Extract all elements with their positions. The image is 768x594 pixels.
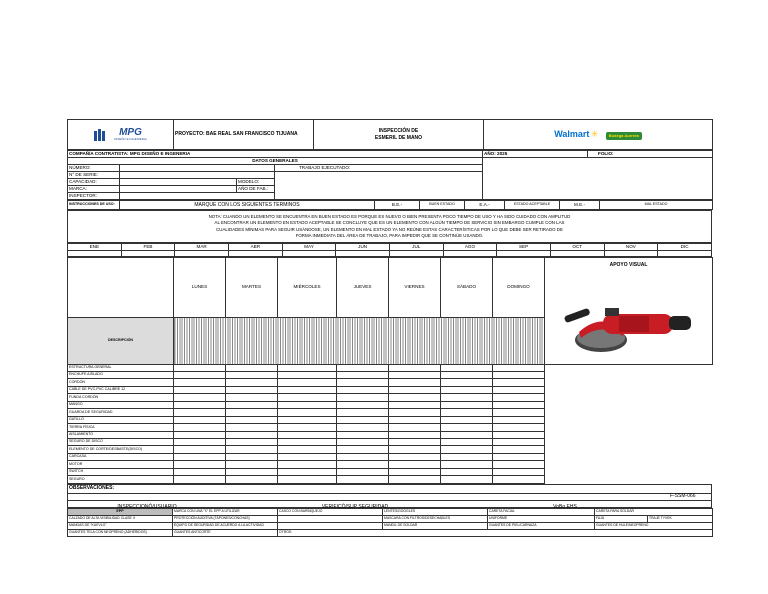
epp-careta-soldar[interactable]: CARETA PARA SOLDAR xyxy=(595,508,713,515)
observaciones-label: OBSERVACIONES: xyxy=(68,484,712,493)
checklist-cell[interactable] xyxy=(337,364,389,371)
checklist-cell[interactable] xyxy=(278,461,337,468)
trabajo-field[interactable] xyxy=(275,172,483,200)
note-text xyxy=(68,211,712,243)
checklist-row xyxy=(68,401,713,408)
checklist-cell[interactable] xyxy=(278,438,337,445)
checklist-cell[interactable] xyxy=(174,386,226,393)
checklist-cell[interactable] xyxy=(389,416,441,423)
month-dic: DIC xyxy=(658,244,712,251)
checklist-cell[interactable] xyxy=(389,453,441,460)
epp-blank xyxy=(278,522,383,529)
checklist-cell[interactable] xyxy=(337,453,389,460)
logo-text: MPG xyxy=(119,127,142,138)
checklist-cell[interactable] xyxy=(441,386,493,393)
modelo-label: MODELO: xyxy=(237,179,275,186)
checklist-cell[interactable] xyxy=(441,476,493,483)
checklist-cell[interactable] xyxy=(278,379,337,386)
checklist-cell[interactable] xyxy=(278,364,337,371)
checklist-cell[interactable] xyxy=(226,461,278,468)
epp-label: EPP xyxy=(68,508,173,515)
walmart-spark-icon: ✳ xyxy=(590,128,599,139)
epp-otros[interactable]: OTROS: xyxy=(278,529,713,536)
visual-aid-title: APOYO VISUAL xyxy=(609,262,648,268)
checklist-item-label: FUNDA CORDÓN xyxy=(68,394,174,401)
checklist-row xyxy=(68,364,713,371)
month-may: MAY xyxy=(282,244,336,251)
checklist-cell[interactable] xyxy=(337,431,389,438)
month-mar: MAR xyxy=(175,244,229,251)
month-sep: SEP xyxy=(497,244,551,251)
walmart-logo: Walmart xyxy=(554,128,590,139)
checklist-cell[interactable] xyxy=(493,416,545,423)
checklist-cell[interactable] xyxy=(278,372,337,379)
checklist-cell[interactable] xyxy=(226,409,278,416)
company-logo xyxy=(68,120,174,150)
bodega-aurrera-logo: Bodega Aurrera xyxy=(606,132,642,140)
checklist-cell[interactable] xyxy=(174,394,226,401)
checklist-cell[interactable] xyxy=(278,401,337,408)
epp-uniforme[interactable]: UNIFORME xyxy=(488,515,595,522)
code-be-desc: BUEN ESTADO xyxy=(420,201,465,210)
epp-lentes[interactable]: LENTES/GOGGLES xyxy=(383,508,488,515)
checklist-cell[interactable] xyxy=(337,446,389,453)
checklist-cell[interactable] xyxy=(278,453,337,460)
checklist-row xyxy=(68,372,713,379)
checklist-cell[interactable] xyxy=(174,431,226,438)
checklist-cell[interactable] xyxy=(389,438,441,445)
day-martes: MARTES xyxy=(226,258,278,318)
checklist-row xyxy=(68,438,713,445)
checklist-item-label: GATILLO xyxy=(68,416,174,423)
inspector-label: INSPECTOR: xyxy=(68,193,120,200)
epp-guantes-hule[interactable]: GUANTES DE HULE/NEOPRENO xyxy=(595,522,713,529)
client-logos xyxy=(484,120,713,150)
folio: FOLIO: xyxy=(588,151,713,158)
checklist-cell[interactable] xyxy=(493,431,545,438)
checklist-cell[interactable] xyxy=(337,461,389,468)
checklist-cell[interactable] xyxy=(441,372,493,379)
checklist-item-label: CORDÓN xyxy=(68,379,174,386)
code-be: B.E.- xyxy=(375,201,420,210)
checklist-cell[interactable] xyxy=(493,386,545,393)
checklist-cell[interactable] xyxy=(493,424,545,431)
checklist-cell[interactable] xyxy=(226,446,278,453)
checklist-cell[interactable] xyxy=(389,468,441,475)
month-ene: ENE xyxy=(68,244,122,251)
checklist-cell[interactable] xyxy=(389,364,441,371)
checklist-cell[interactable] xyxy=(389,446,441,453)
checklist-cell[interactable] xyxy=(278,431,337,438)
checklist-cell[interactable] xyxy=(337,409,389,416)
checklist-cell[interactable] xyxy=(493,372,545,379)
checklist-cell[interactable] xyxy=(174,453,226,460)
month-cell[interactable] xyxy=(175,251,229,257)
form-header xyxy=(67,119,713,150)
instructions xyxy=(67,200,713,210)
checklist-cell[interactable] xyxy=(493,394,545,401)
day-jueves: JUEVES xyxy=(337,258,389,318)
checklist-cell[interactable] xyxy=(174,468,226,475)
trabajo-label: TRABAJO EJECUTADO: xyxy=(275,165,483,172)
epp-guantes-piel[interactable]: GUANTES DE PIEL/CARNAZA xyxy=(488,522,595,529)
serie-field[interactable] xyxy=(120,172,275,179)
day-miercoles: MIÉRCOLES xyxy=(278,258,337,318)
epp-guantes-tela[interactable]: GUANTES TELA CON NEOPRENO (ADHERIDOS) xyxy=(68,529,173,536)
checklist-cell[interactable] xyxy=(226,364,278,371)
checklist-cell[interactable] xyxy=(226,394,278,401)
month-abr: ABR xyxy=(228,244,282,251)
year: AÑO: 2025 xyxy=(483,151,588,158)
checklist-cell[interactable] xyxy=(493,453,545,460)
month-ago: AGO xyxy=(443,244,497,251)
checklist-cell[interactable] xyxy=(389,424,441,431)
checklist-item-label: CARCASA xyxy=(68,453,174,460)
checklist-cell[interactable] xyxy=(441,364,493,371)
title-line-2: ESMERIL DE MANO xyxy=(374,134,423,141)
checklist-row xyxy=(68,476,713,483)
checklist-cell[interactable] xyxy=(389,461,441,468)
epp-blank xyxy=(278,515,383,522)
checklist-cell[interactable] xyxy=(337,401,389,408)
numero-label: NÚMERO: xyxy=(68,165,120,172)
month-cell[interactable] xyxy=(550,251,604,257)
checklist-cell[interactable] xyxy=(174,461,226,468)
checklist-table xyxy=(67,257,713,484)
checklist-cell[interactable] xyxy=(174,416,226,423)
checklist-cell[interactable] xyxy=(278,386,337,393)
inspector-field[interactable] xyxy=(120,193,275,200)
month-cell[interactable] xyxy=(658,251,712,257)
month-feb: FEB xyxy=(121,244,175,251)
checklist-cell[interactable] xyxy=(174,438,226,445)
epp-auditiva[interactable]: PROTECCIÓN AUDITIVA (TAPONES/CONCHAS) xyxy=(173,515,278,522)
code-ea-desc: ESTADO ACEPTABLE xyxy=(505,201,560,210)
angle-grinder-image xyxy=(559,282,699,362)
checklist-row xyxy=(68,468,713,475)
epp-instruction: MARCA CON UNA "X" EL EPP A UTILIZAR xyxy=(173,508,278,515)
month-cell[interactable] xyxy=(389,251,443,257)
checklist-cell[interactable] xyxy=(389,476,441,483)
epp-mangas[interactable]: MANGAS DE "KUEVLO" xyxy=(68,522,173,529)
month-jul: JUL xyxy=(389,244,443,251)
month-nov: NOV xyxy=(604,244,658,251)
checklist-item-label: AISLAMIENTO xyxy=(68,431,174,438)
checklist-cell[interactable] xyxy=(337,416,389,423)
checklist-cell[interactable] xyxy=(441,446,493,453)
month-oct: OCT xyxy=(550,244,604,251)
checklist-cell[interactable] xyxy=(278,468,337,475)
checklist-row xyxy=(68,446,713,453)
serie-label: N° DE SERIE: xyxy=(68,172,120,179)
checklist-cell[interactable] xyxy=(226,416,278,423)
checklist-cell[interactable] xyxy=(389,409,441,416)
epp-mascara[interactable]: MASCARA CON FILTROS/DESECHABLES xyxy=(383,515,488,522)
checklist-cell[interactable] xyxy=(337,379,389,386)
checklist-cell[interactable] xyxy=(174,409,226,416)
checklist-cell[interactable] xyxy=(278,416,337,423)
checklist-item-label: CABLE DE PVC-PVC CALIBRE 12 xyxy=(68,386,174,393)
capacidad-label: CAPACIDAD: xyxy=(68,179,120,186)
checklist-cell[interactable] xyxy=(226,386,278,393)
checklist-row xyxy=(68,394,713,401)
visual-aid xyxy=(545,258,713,365)
checklist-cell[interactable] xyxy=(226,438,278,445)
checklist-row xyxy=(68,379,713,386)
checklist-cell[interactable] xyxy=(441,416,493,423)
marque-text: MARQUE CON LOS SIGUIENTES TERMINOS xyxy=(120,201,375,210)
epp-actividad[interactable]: EQUIPO DE SEGURIDAD DE ACUERDO A LA ACTIVIDAD xyxy=(173,522,278,529)
code-me: M.E.- xyxy=(560,201,600,210)
day-viernes: VIERNES xyxy=(389,258,441,318)
checklist-cell[interactable] xyxy=(174,424,226,431)
epp-careta-facial[interactable]: CARETA FACIAL xyxy=(488,508,595,515)
month-cell[interactable] xyxy=(228,251,282,257)
capacidad-field[interactable] xyxy=(120,179,237,186)
checklist-cell[interactable] xyxy=(278,424,337,431)
checklist-cell[interactable] xyxy=(337,468,389,475)
checklist-cell[interactable] xyxy=(278,394,337,401)
checklist-cell[interactable] xyxy=(337,372,389,379)
checklist-item-label: MOTOR xyxy=(68,461,174,468)
descripcion-header: DESCRIPCIÓN xyxy=(68,317,174,364)
checklist-item-label: TIERRA FÍSICA xyxy=(68,424,174,431)
datos-generales: DATOS GENERALES xyxy=(68,158,483,165)
checklist-item-label: SEGURO xyxy=(68,476,174,483)
checklist-corner xyxy=(68,258,174,318)
mpg-logo-icon xyxy=(94,129,112,141)
numero-field[interactable] xyxy=(120,165,275,172)
general-data xyxy=(67,150,713,200)
checklist-cell[interactable] xyxy=(226,476,278,483)
checklist-cell[interactable] xyxy=(174,401,226,408)
marca-label: MARCA: xyxy=(68,186,120,193)
checklist-item-label: GUARDA DE SEGURIDAD xyxy=(68,409,174,416)
checklist-cell[interactable] xyxy=(441,431,493,438)
month-cell[interactable] xyxy=(604,251,658,257)
checklist-cell[interactable] xyxy=(337,386,389,393)
checklist-cell[interactable] xyxy=(389,386,441,393)
checklist-cell[interactable] xyxy=(337,438,389,445)
checklist-cell[interactable] xyxy=(278,446,337,453)
checklist-cell[interactable] xyxy=(441,461,493,468)
inspection-form xyxy=(67,119,712,537)
checklist-row xyxy=(68,424,713,431)
checklist-cell[interactable] xyxy=(493,379,545,386)
checklist-cell[interactable] xyxy=(226,401,278,408)
checklist-row xyxy=(68,386,713,393)
checklist-cell[interactable] xyxy=(337,424,389,431)
checklist-row xyxy=(68,409,713,416)
marca-field[interactable] xyxy=(120,186,237,193)
checklist-cell[interactable] xyxy=(226,453,278,460)
day-domingo: DOMINGO xyxy=(493,258,545,318)
checklist-cell[interactable] xyxy=(174,379,226,386)
checklist-item-label: MANGO xyxy=(68,401,174,408)
checklist-item-label: ELEMENTO DE CORTE/DESBASTE(DISCO) xyxy=(68,446,174,453)
checklist-cell[interactable] xyxy=(493,401,545,408)
checklist-cell[interactable] xyxy=(493,476,545,483)
checklist-row xyxy=(68,431,713,438)
checklist-cell[interactable] xyxy=(226,372,278,379)
checklist-item-label: SEGURO DE DISCO xyxy=(68,438,174,445)
month-cell[interactable] xyxy=(497,251,551,257)
checklist-header-band xyxy=(174,317,545,364)
anio-fab-label: AÑO DE FAB.: xyxy=(237,186,275,193)
form-code: F-SSM-066 xyxy=(670,493,696,499)
checklist-cell[interactable] xyxy=(441,401,493,408)
checklist-row xyxy=(68,416,713,423)
checklist-cell[interactable] xyxy=(226,431,278,438)
month-cell[interactable] xyxy=(121,251,175,257)
checklist-cell[interactable] xyxy=(493,461,545,468)
epp-faja[interactable]: FAJA xyxy=(595,515,648,522)
checklist-row xyxy=(68,453,713,460)
checklist-row xyxy=(68,461,713,468)
checklist-cell[interactable] xyxy=(441,438,493,445)
day-sabado: SÁBADO xyxy=(441,258,493,318)
checklist-cell[interactable] xyxy=(226,424,278,431)
checklist-cell[interactable] xyxy=(174,476,226,483)
checklist-cell[interactable] xyxy=(174,372,226,379)
checklist-cell[interactable] xyxy=(174,364,226,371)
code-me-desc: MAL ESTADO xyxy=(600,201,713,210)
checklist-cell[interactable] xyxy=(226,468,278,475)
general-data-blank xyxy=(483,158,713,200)
epp-anticorte[interactable]: GUANTES ANTICORTE xyxy=(173,529,278,536)
checklist-cell[interactable] xyxy=(441,394,493,401)
checklist-cell[interactable] xyxy=(493,468,545,475)
checklist-cell[interactable] xyxy=(389,379,441,386)
signature-inspecciono[interactable]: INSPECCIONÓ/USUARIO xyxy=(68,500,226,514)
checklist-cell[interactable] xyxy=(337,476,389,483)
epp-casco[interactable]: CASCO CON BARBIQUEJO xyxy=(278,508,383,515)
signature-vobo[interactable]: VoBo EHS xyxy=(486,500,644,514)
day-lunes: LUNES xyxy=(174,258,226,318)
month-cell[interactable] xyxy=(68,251,122,257)
epp-calzado[interactable]: CALZADO DE ALTA VISIBILIDAD CLASE II xyxy=(68,515,173,522)
checklist-cell[interactable] xyxy=(278,476,337,483)
code-ea: E.A.- xyxy=(465,201,505,210)
checklist-cell[interactable] xyxy=(493,438,545,445)
note-line-4: FORMA INMEDIATA DEL ÁREA DE TRABAJO, PARA IMPEDIR QUE SE CONTINÚE USANDO. xyxy=(295,232,484,238)
project-name: PROYECTO: BAE REAL SAN FRANCISCO TIJUANA xyxy=(174,120,314,150)
note-line-2: AL ENCONTRAR UN ELEMENTO EN ESTADO ACEPTABLE SE CONCLUYE QUE ES UN ELEMENTO CON ALGÚN TIEMPO DE SERVICIO SIN EMBARGO CUMPLE CON LAS xyxy=(214,220,565,226)
checklist-cell[interactable] xyxy=(493,409,545,416)
months-table xyxy=(67,243,712,257)
form-title xyxy=(314,120,484,150)
month-cell[interactable] xyxy=(282,251,336,257)
checklist-cell[interactable] xyxy=(441,468,493,475)
checklist-cell[interactable] xyxy=(278,409,337,416)
checklist-cell[interactable] xyxy=(493,446,545,453)
note-line-3: CUALIDADES MÍNIMAS PARA SEGUIR USÁNDOSE, UN ELEMENTO EN MAL ESTADO YA NO REÚNE ESTAS CARACTERÍSTICAS POR LO QUE DEBE SER RETIRADO DE xyxy=(216,226,563,232)
month-cell[interactable] xyxy=(443,251,497,257)
note-line-1: NOTA: CUANDO UN ELEMENTO SE ENCUENTRA EN BUEN ESTADO ES PORQUE ES NUEVO O BIEN PRESENTA POCO TIEMPO DE USO Y HA SIDO CUIDADO CON AMPLITUD xyxy=(208,213,571,219)
month-jun: JUN xyxy=(336,244,390,251)
checklist-cell[interactable] xyxy=(389,431,441,438)
checklist-cell[interactable] xyxy=(389,394,441,401)
checklist-cell[interactable] xyxy=(441,409,493,416)
checklist-cell[interactable] xyxy=(337,394,389,401)
checklist-item-label: ENCHUFE AISLADO xyxy=(68,372,174,379)
checklist-item-label: ESTRUCTURA GENERAL xyxy=(68,364,174,371)
month-cell[interactable] xyxy=(336,251,390,257)
checklist-cell[interactable] xyxy=(493,364,545,371)
note-block xyxy=(67,210,712,243)
checklist-item-label: SWITCH xyxy=(68,468,174,475)
checklist-cell[interactable] xyxy=(174,446,226,453)
title-line-1: INSPECCIÓN DE xyxy=(378,128,419,135)
signature-verifico[interactable]: VERIFICÓ/SUP SEGURIDAD xyxy=(276,500,434,514)
checklist-cell[interactable] xyxy=(389,372,441,379)
checklist-cell[interactable] xyxy=(441,453,493,460)
epp-tyvek[interactable]: TRAJE TYVEK xyxy=(648,515,713,522)
checklist-cell[interactable] xyxy=(441,424,493,431)
checklist-cell[interactable] xyxy=(441,379,493,386)
checklist-cell[interactable] xyxy=(226,379,278,386)
logo-subtitle: DISEÑO E INGENIERIA xyxy=(114,137,147,141)
epp-mandil[interactable]: MANDIL DE SOLDAR xyxy=(383,522,488,529)
instructions-label: INSTRUCCIONES DE USO: xyxy=(68,201,120,210)
contractor-company: COMPAÑÍA CONTRATISTA: MPG DISEÑO E INGENERIA xyxy=(68,151,483,158)
checklist-cell[interactable] xyxy=(389,401,441,408)
